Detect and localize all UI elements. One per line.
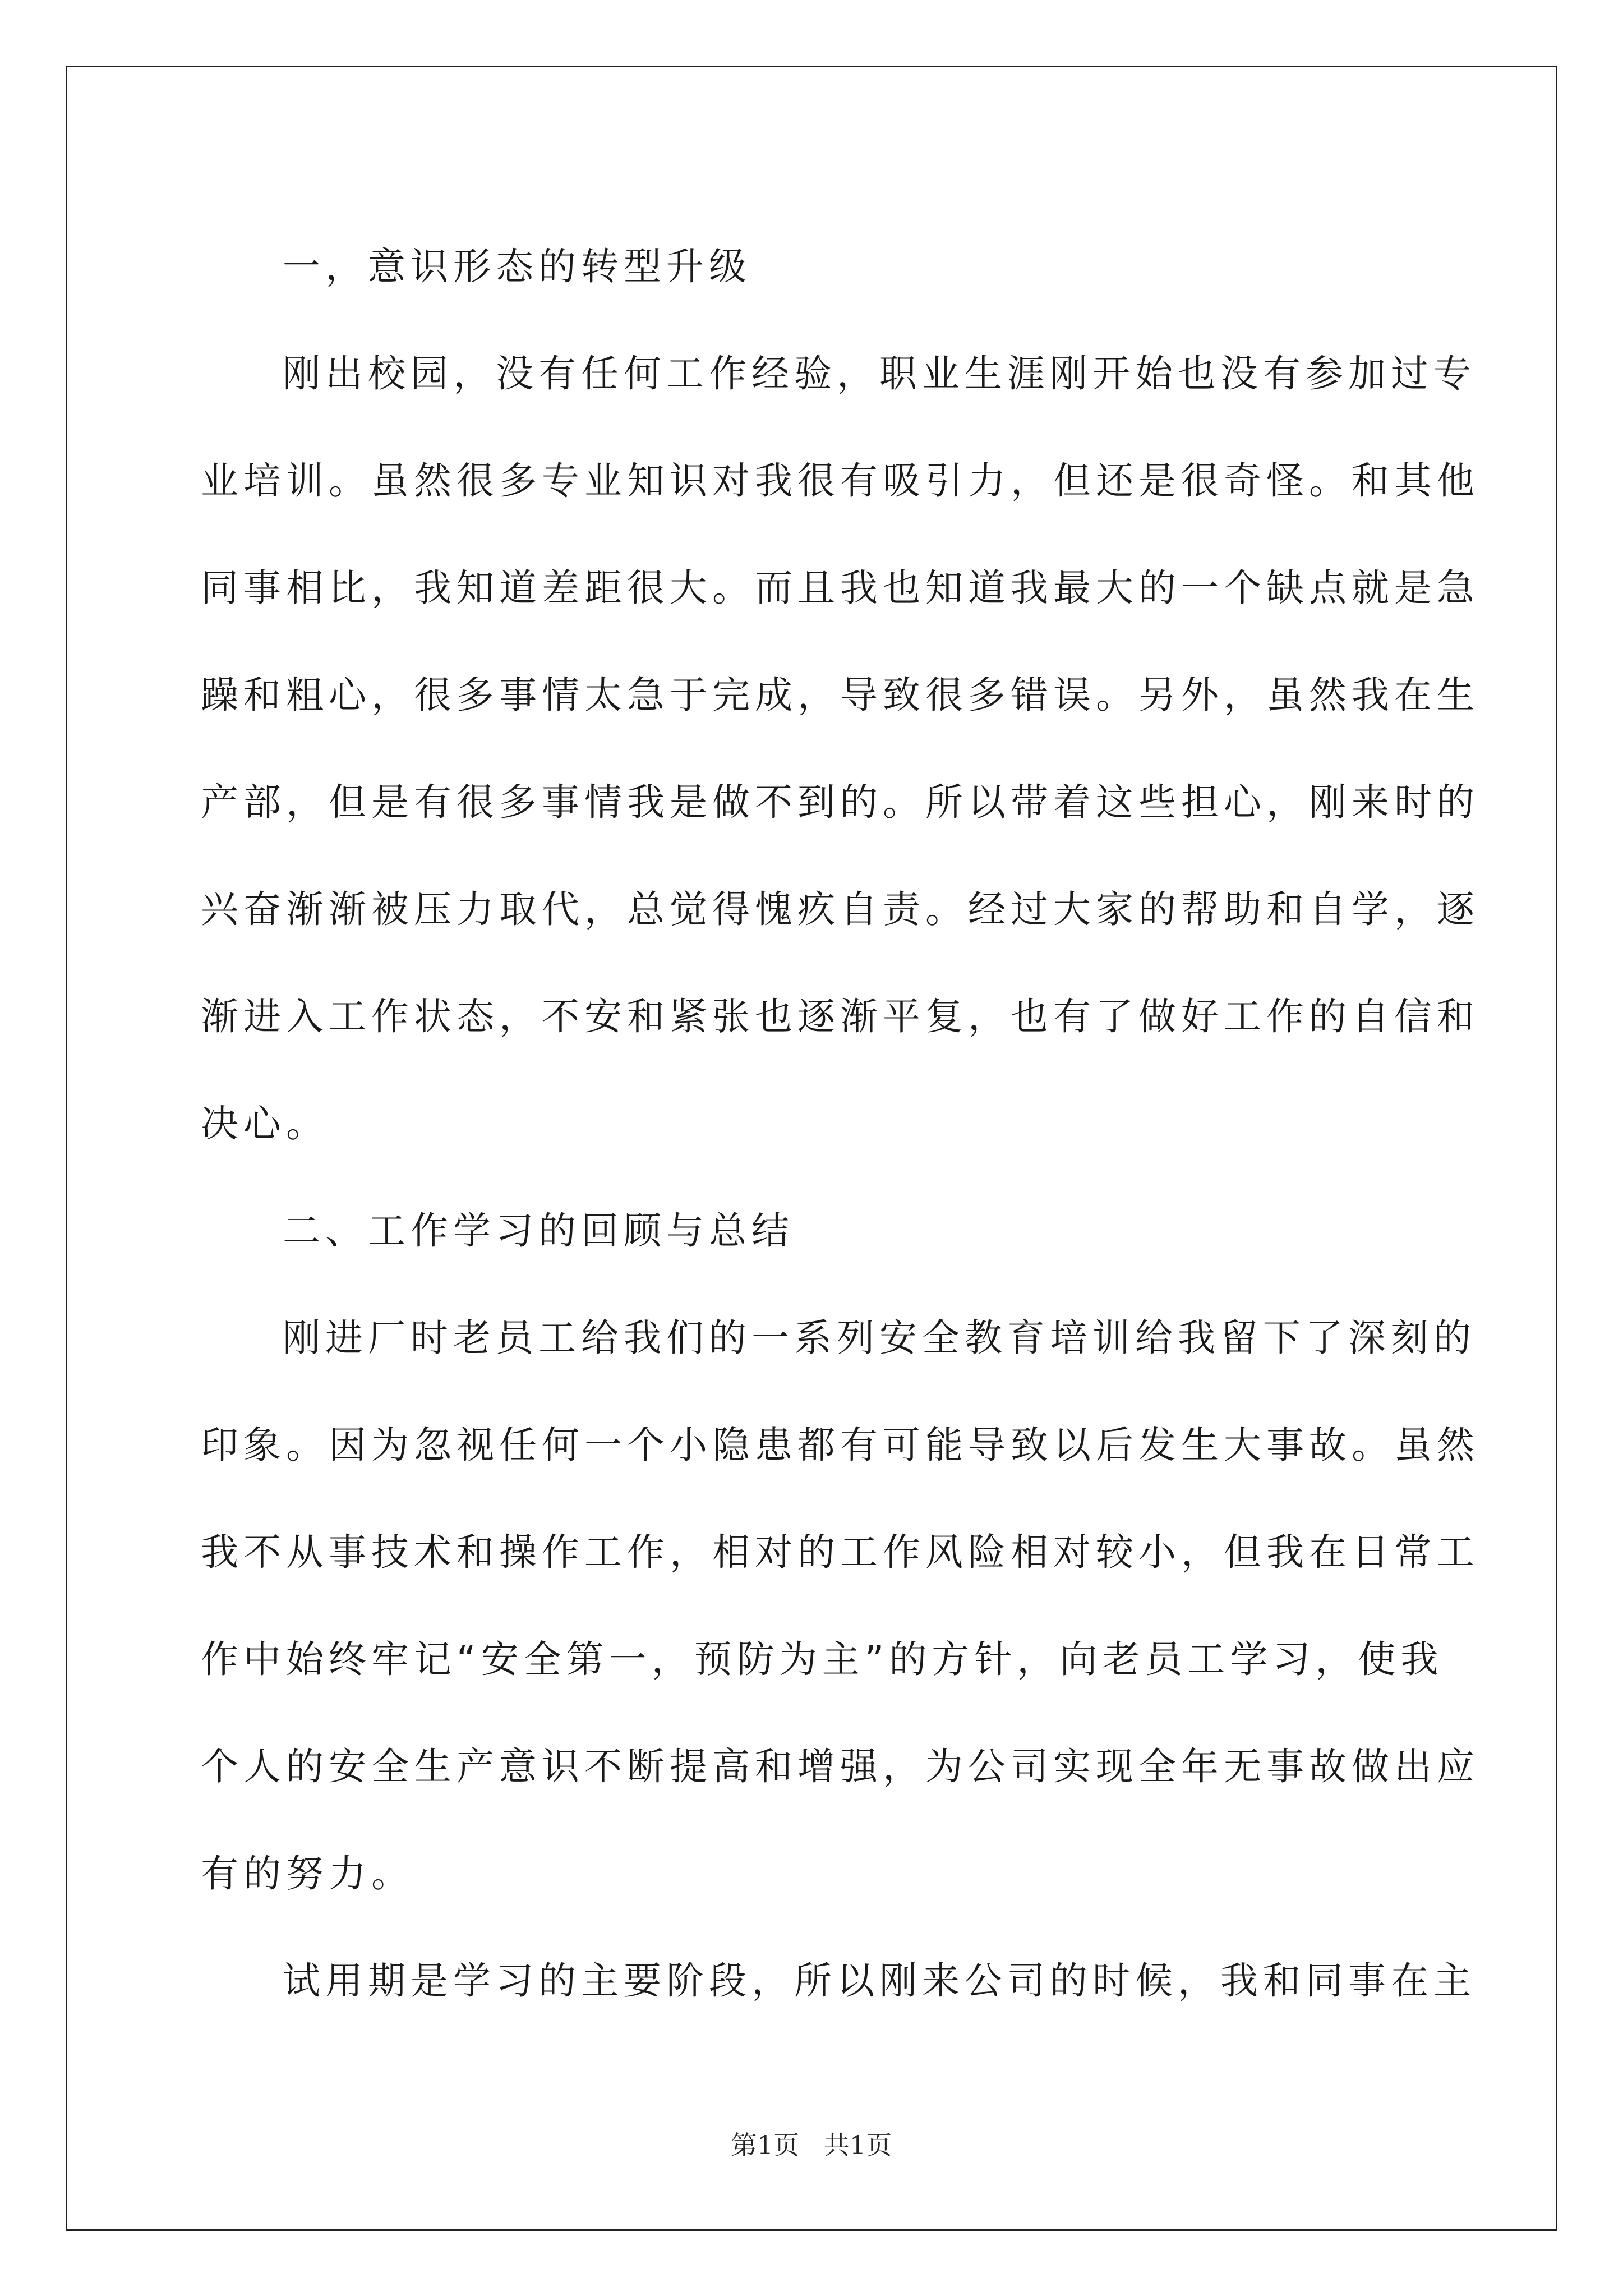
text-line: 产部，但是有很多事情我是做不到的。所以带着这些担心，刚来时的 xyxy=(201,780,1479,824)
text-line: 兴奋渐渐被压力取代，总觉得愧疚自责。经过大家的帮助和自学，逐 xyxy=(201,887,1479,931)
text-line: 二、工作学习的回顾与总结 xyxy=(283,1209,794,1253)
text-line: 渐进入工作状态，不安和紧张也逐渐平复，也有了做好工作的自信和 xyxy=(201,995,1479,1038)
text-line: 个人的安全生产意识不断提高和增强，为公司实现全年无事故做出应 xyxy=(201,1745,1479,1788)
heading-review xyxy=(201,1177,794,1285)
paragraph-probation xyxy=(201,1927,1476,2035)
text-line: 躁和粗心，很多事情太急于完成，导致很多错误。另外，虽然我在生 xyxy=(201,673,1479,717)
text-line: 同事相比，我知道差距很大。而且我也知道我最大的一个缺点就是急 xyxy=(201,566,1479,610)
text-line: 试用期是学习的主要阶段，所以刚来公司的时候，我和同事在主 xyxy=(283,1959,1476,2003)
page-number-footer: 第1页 共1页 xyxy=(731,2130,892,2160)
text-line: 一，意识形态的转型升级 xyxy=(283,245,751,288)
text-line: 印象。因为忽视任何一个小隐患都有可能导致以后发生大事故。虽然 xyxy=(201,1423,1479,1467)
text-line: 作中始终牢记“安全第一，预防为主”的方针，向老员工学习，使我 xyxy=(201,1637,1444,1681)
paragraph-first-job xyxy=(201,320,1479,1177)
paragraph-safety xyxy=(201,1285,1479,1927)
text-line: 刚进厂时老员工给我们的一系列安全教育培训给我留下了深刻的 xyxy=(283,1316,1476,1360)
text-line: 刚出校园，没有任何工作经验，职业生涯刚开始也没有参加过专 xyxy=(283,352,1476,395)
text-line: 有的努力。 xyxy=(201,1852,414,1895)
text-line: 决心。 xyxy=(201,1102,329,1145)
text-line: 业培训。虽然很多专业知识对我很有吸引力，但还是很奇怪。和其他 xyxy=(201,459,1479,503)
heading-ideology xyxy=(201,213,751,320)
text-line: 我不从事技术和操作工作，相对的工作风险相对较小，但我在日常工 xyxy=(201,1530,1479,1574)
